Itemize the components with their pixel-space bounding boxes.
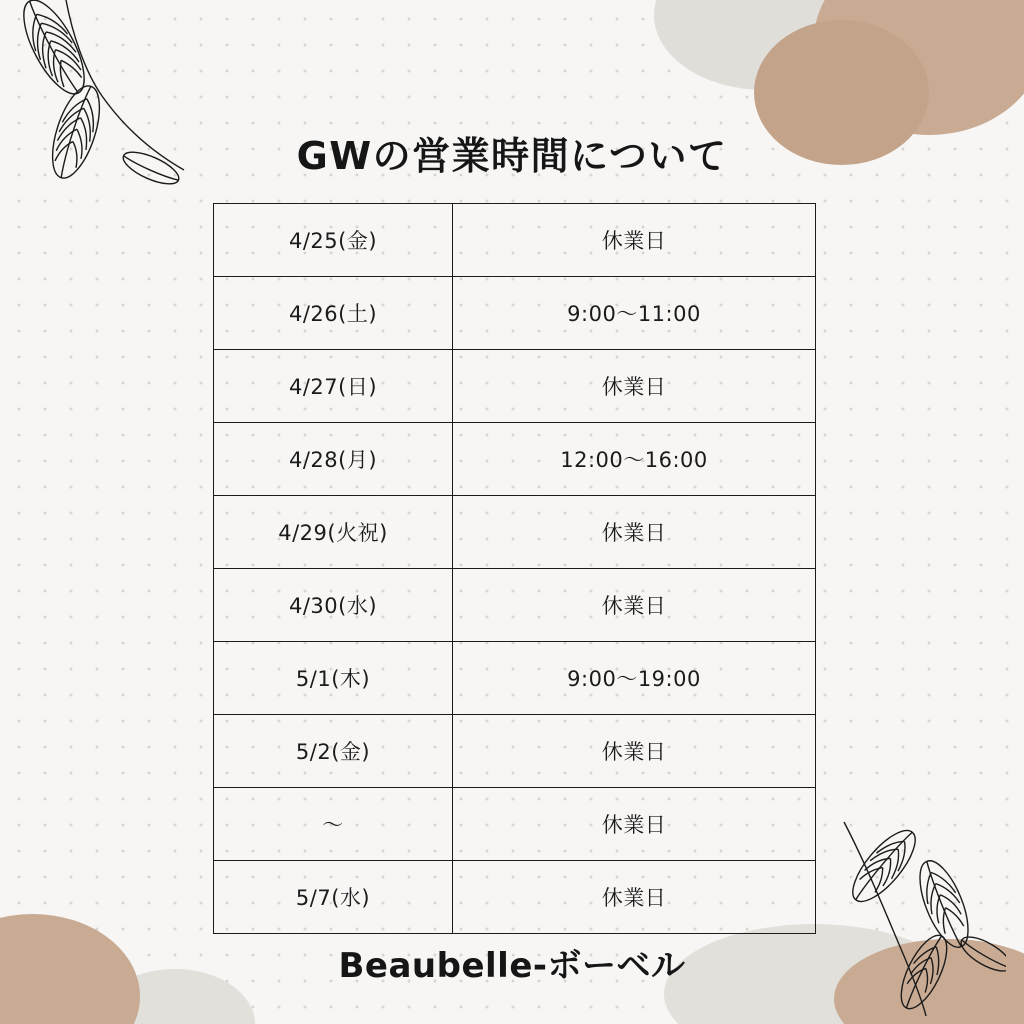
schedule-date: 4/30(水) <box>214 569 453 642</box>
schedule-table <box>213 203 816 934</box>
schedule-date: 4/28(月) <box>214 423 453 496</box>
schedule-table-body <box>214 204 816 934</box>
table-row <box>214 642 816 715</box>
schedule-hours: 休業日 <box>453 715 816 788</box>
table-row <box>214 788 816 861</box>
schedule-date: 5/2(金) <box>214 715 453 788</box>
schedule-hours: 休業日 <box>453 569 816 642</box>
table-row <box>214 204 816 277</box>
brand-name: Beaubelle-ボーベル <box>338 946 686 986</box>
schedule-table-container <box>213 203 811 934</box>
schedule-date: 5/1(木) <box>214 642 453 715</box>
table-row <box>214 715 816 788</box>
schedule-hours: 休業日 <box>453 204 816 277</box>
schedule-hours: 休業日 <box>453 861 816 934</box>
table-row <box>214 861 816 934</box>
schedule-date: 4/26(土) <box>214 277 453 350</box>
table-row <box>214 496 816 569</box>
schedule-date: 5/7(水) <box>214 861 453 934</box>
table-row <box>214 277 816 350</box>
schedule-date: 4/29(火祝) <box>214 496 453 569</box>
schedule-hours: 休業日 <box>453 350 816 423</box>
table-row <box>214 569 816 642</box>
schedule-hours: 休業日 <box>453 496 816 569</box>
page-title: GWの営業時間について <box>296 134 728 178</box>
schedule-hours: 9:00〜11:00 <box>453 277 816 350</box>
schedule-date: 4/25(金) <box>214 204 453 277</box>
leaf-branch-icon <box>826 804 1006 1024</box>
schedule-date: 〜 <box>214 788 453 861</box>
table-row <box>214 350 816 423</box>
schedule-hours: 12:00〜16:00 <box>453 423 816 496</box>
schedule-hours: 9:00〜19:00 <box>453 642 816 715</box>
schedule-hours: 休業日 <box>453 788 816 861</box>
schedule-date: 4/27(日) <box>214 350 453 423</box>
table-row <box>214 423 816 496</box>
